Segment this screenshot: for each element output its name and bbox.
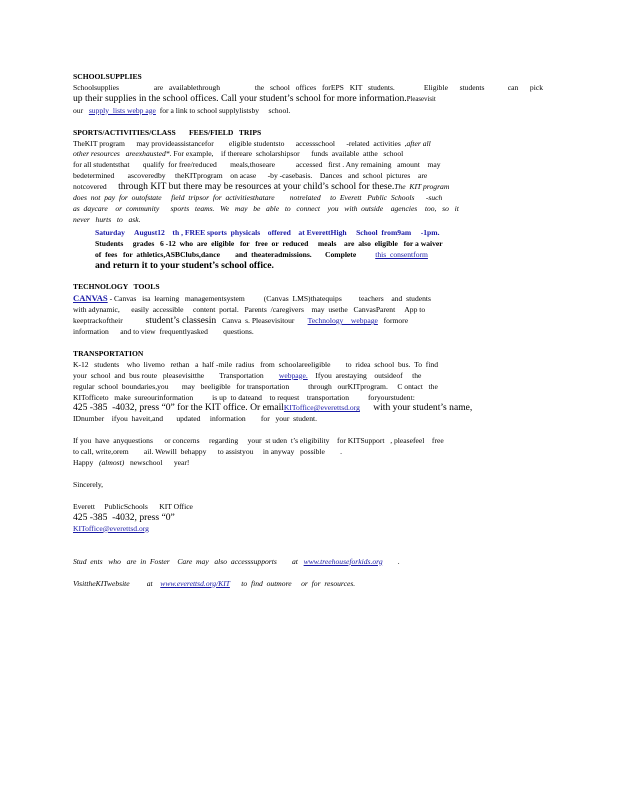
transportation-line-6: IDnumber ifyou haveit,and updated information for your student. bbox=[73, 414, 318, 424]
fee-waiver-line-1: Students grades 6 -12 who are eligible for free or reduced meals are also eligible for a waiver bbox=[95, 238, 443, 248]
list-item-physicals bbox=[73, 228, 543, 239]
fees-line-2: other resources areexhausted*. For example, if thereare scholarshipsor funds available atthe school bbox=[73, 149, 404, 159]
fees-line-7: as daycare or community sports teams. We may be able to connect you with outside agencies too, so it bbox=[73, 203, 459, 213]
fees-line-1: TheKIT program may provideassistancefor eligible studentsto accessschool -related activities ,after all bbox=[73, 138, 431, 148]
signature-line-2: 425 -385 -4032, press “0” bbox=[73, 511, 175, 523]
kit-email-link[interactable]: KIToffice@everettsd.org bbox=[283, 403, 360, 413]
canvas-link[interactable]: CANVAS bbox=[73, 293, 108, 304]
transportation-line-1: K-12 students who livemo rethan a half -mile radius from schoolareeligible to ridea school bus. To find bbox=[73, 359, 439, 369]
technology-line-2: with adynamic, easily accessible content portal. Parents /caregivers may usethe CanvasParent App to bbox=[73, 305, 426, 315]
technology-line-3: keeptrackoftheir student’s classesin Canva s. Pleasevisitour Technology webpage formore bbox=[73, 315, 409, 327]
fees-line-8: never hurts to ask. bbox=[73, 214, 141, 224]
transportation-line-4: KITofficeto make sureourinformation is up to dateand to request transportation foryourstudent: bbox=[73, 392, 415, 402]
school-supplies-line-3: our supply lists webp age for a link to school supplylistsby school. bbox=[73, 105, 291, 115]
transportation-line-2: your school and bus route pleasevisitthe Transportation webpage. Ifyou arestaying outsideof the bbox=[73, 370, 422, 380]
transportation-line-3: regular school boundaries,you may beeligible for transportation through ourKITprogram. C ontact the bbox=[73, 381, 438, 391]
list-item-fee-waiver bbox=[73, 239, 543, 272]
signature-email-line bbox=[73, 524, 543, 535]
signature-line-1: Everett PublicSchools KIT Office bbox=[73, 501, 193, 511]
technology-line-1: CANVAS - Canvas isa learning managementsystem (Canvas LMS)thatequips teachers and students bbox=[73, 293, 432, 304]
footer-line-2: VisittheKITwebsite at www.everettsd.org/KIT to find outmore or for resources. bbox=[73, 578, 356, 588]
section-heading-school-supplies: SCHOOLSUPPLIES bbox=[73, 72, 142, 81]
checkbox-bullet-icon bbox=[73, 228, 95, 239]
technology-webpage-link[interactable]: Technology webpage bbox=[307, 316, 378, 326]
checkbox-bullet-icon bbox=[73, 239, 95, 272]
school-supplies-line-2: up their supplies in the school offices. Call your student’s school for more information.Pleasevisit bbox=[73, 92, 436, 104]
closing-sincerely: Sincerely, bbox=[73, 480, 104, 489]
section-heading-fees: SPORTS/ACTIVITIES/CLASS FEES/FIELD TRIPS bbox=[73, 127, 262, 137]
supply-lists-link[interactable]: supply lists webp age bbox=[88, 105, 156, 115]
closing-line-3: Happy (almost) newschool year! bbox=[73, 458, 190, 468]
closing-line-1: If you have anyquestions or concerns regarding your st uden t’s eligibility for KITSupport , pleasefeel free bbox=[73, 436, 444, 446]
footer-line-1: Stud ents who are in Foster Care may also accesssupports at www.treehouseforkids.org . bbox=[73, 556, 400, 566]
fees-line-6: does not pay for outofstate field tripsor for activitiesthatare notrelated to Everett Public Schools -such bbox=[73, 193, 443, 203]
technology-line-4: information and to view frequentlyasked questions. bbox=[73, 327, 254, 337]
school-supplies-line-1: Schoolsupplies are availablethrough the school offices forEPS KIT students. Eligible students can pick bbox=[73, 82, 543, 92]
kit-website-link[interactable]: www.everettsd.org/KIT bbox=[160, 578, 230, 588]
physicals-text: Saturday August12 th , FREE sports physicals offered at EverettHigh School from9am -1pm. bbox=[95, 227, 440, 237]
consent-form-link[interactable]: this consentform bbox=[375, 249, 428, 259]
section-heading-technology: TECHNOLOGY TOOLS bbox=[73, 282, 160, 292]
transportation-line-5: 425 -385 -4032, press “0” for the KIT office. Or emailKIToffice@everettsd.org with your student’s name, bbox=[73, 402, 473, 414]
signature-email-link[interactable]: KIToffice@everettsd.org bbox=[73, 523, 149, 533]
transportation-webpage-link[interactable]: webpage. bbox=[278, 370, 308, 380]
fees-line-4: bedetermined ascoveredby theKITprogram on acase -by -casebasis. Dances and school pictures are bbox=[73, 171, 428, 181]
document-page bbox=[73, 72, 543, 589]
fees-line-5: notcovered through KIT but there may be resources at your child’s school for these.The KIT program bbox=[73, 181, 450, 193]
closing-line-2: to call, write,orem ail. Wewill behappy to assistyou in anyway possible . bbox=[73, 447, 342, 457]
fee-waiver-line-2: of fees for athletics,ASBClubs,dance and theateradmissions. Complete this consentform bbox=[95, 249, 428, 259]
fee-waiver-line-3: and return it to your student’s school office. bbox=[95, 259, 274, 271]
treehouse-link[interactable]: www.treehouseforkids.org bbox=[303, 556, 383, 566]
section-heading-transportation: TRANSPORTATION bbox=[73, 348, 144, 358]
fees-line-3: for all studentsthat qualify for free/reduced meals,thoseare accessed first . Any remaining amount may bbox=[73, 160, 441, 170]
